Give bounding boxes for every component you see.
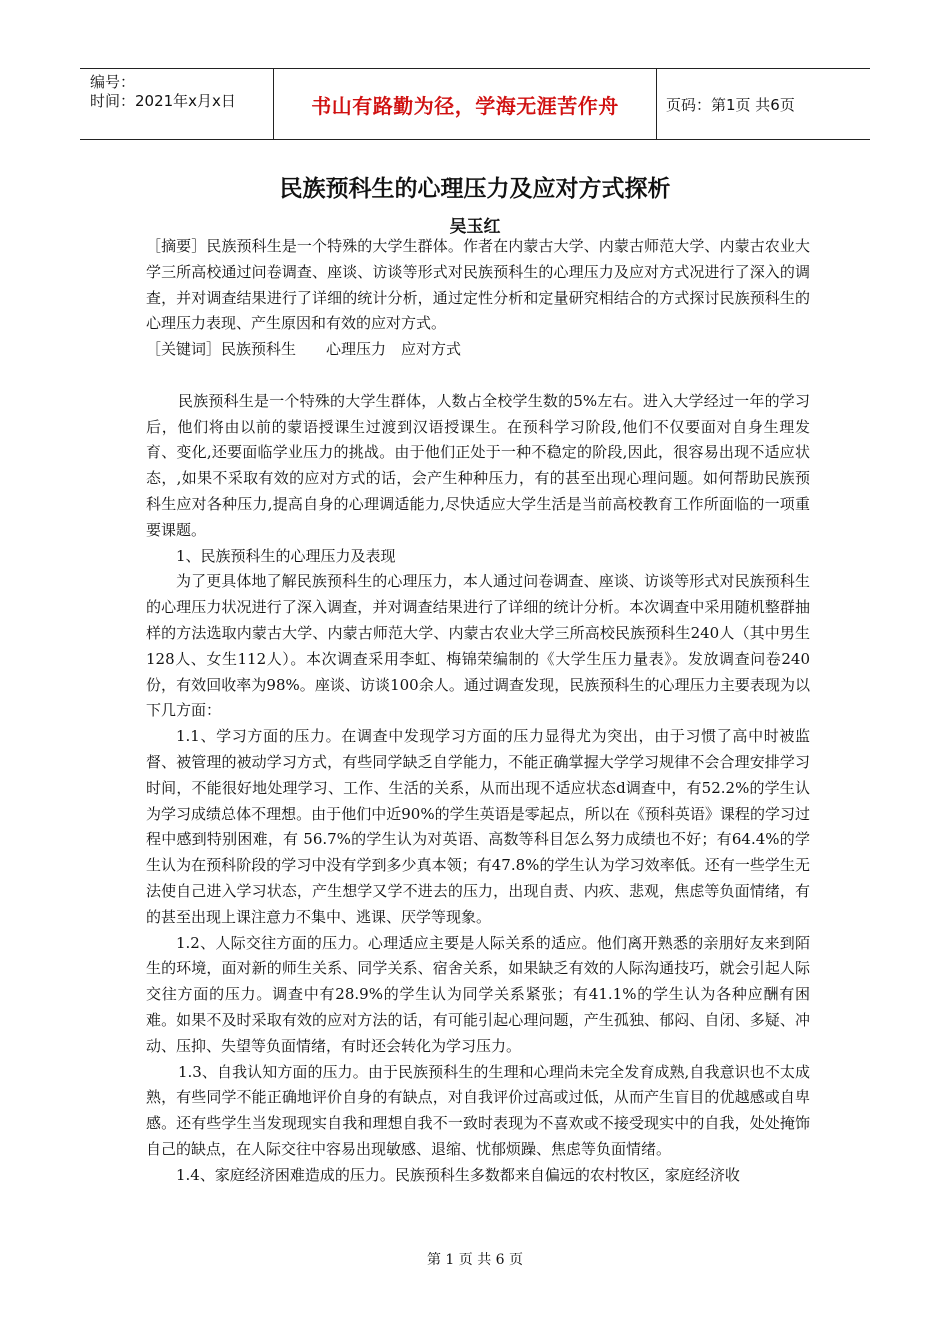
document-title: 民族预科生的心理压力及应对方式探析 xyxy=(279,176,671,202)
paragraph: 1.3、自我认知方面的压力。由于民族预科生的生理和心理尚未完全发育成熟,自我意识也不太成熟，有些同学不能正确地评价自身的有缺点，对自我评价过高或过低，从而产生盲目的优越感或自卑感。还有些学生当发现现实自我和理想自我不一致时表现为不喜欢或不接受现实中的自我，处处掩饰自己的缺点，在人际交往中容易出现敏感、退缩、忧郁烦躁、焦虑等负面情绪。 xyxy=(146,1062,810,1158)
paragraph: 为了更具体地了解民族预科生的心理压力，本人通过问卷调查、座谈、访谈等形式对民族预科生的心理压力状况进行了深入调查，并对调查结果进行了详细的统计分析。本次调查中采用随机整群抽样的方法选取内蒙古大学、内蒙古师范大学、内蒙古农业大学三所高校民族预科生240人（其中男生128人、女生112人）。本次调查采用李虹、梅锦荣编制的《大学生压力量表》。发放调查问卷240份，有效回收率为98%。座谈、访谈100余人。通过调查发现，民族预科生的心理压力主要表现为以下几方面： xyxy=(146,572,810,720)
keywords: ［关键词］民族预科生 心理压力 应对方式 xyxy=(146,340,462,359)
abstract: ［摘要］民族预科生是一个特殊的大学生群体。作者在内蒙古大学、内蒙古师范大学、内蒙古农业大学三所高校通过问卷调查、座谈、访谈等形式对民族预科生的心理压力及应对方式况进行了深入的调查，并对调查结果进行了详细的统计分析，通过定性分析和定量研究相结合的方式探讨民族预科生的心理压力表现、产生原因和有效的应对方式。 xyxy=(146,237,810,333)
header-page-info: 页码：第1页 共6页 xyxy=(666,95,795,114)
page-footer: 第 1 页 共 6 页 xyxy=(426,1252,524,1268)
document-header xyxy=(80,68,870,140)
paragraph: 民族预科生是一个特殊的大学生群体，人数占全校学生数的5%左右。进入大学经过一年的学习后，他们将由以前的蒙语授课生过渡到汉语授课生。在预科学习阶段,他们不仅要面对自身生理发育、变化,还要面临学业压力的挑战。由于他们正处于一种不稳定的阶段,因此，很容易出现不适应状态，,如果不采取有效的应对方式的话，会产生种种压力，有的甚至出现心理问题。如何帮助民族预科生应对各种压力,提高自身的心理调适能力,尽快适应大学生活是当前高校教育工作所面临的一项重要课题。 xyxy=(146,391,810,539)
header-meta xyxy=(90,73,280,111)
header-divider xyxy=(656,69,657,139)
document-date: 时间：2021年x月x日 xyxy=(90,92,236,110)
document-body xyxy=(146,234,810,1188)
document-number-label: 编号： xyxy=(90,73,136,91)
header-motto: 书山有路勤为径，学海无涯苦作舟 xyxy=(311,93,619,118)
paragraph: 1.4、家庭经济困难造成的压力。民族预科生多数都来自偏远的农村牧区，家庭经济收 xyxy=(176,1165,740,1184)
paragraph: 1.1、学习方面的压力。在调查中发现学习方面的压力显得尤为突出，由于习惯了高中时被监督、被管理的被动学习方式，有些同学缺乏自学能力，不能正确掌握大学学习规律不会合理安排学习时间，不能很好地处理学习、工作、生活的关系，从而出现不适应状态d调查中，有52.2%的学生认为学习成绩总体不理想。由于他们中近90%的学生英语是零起点，所以在《预科英语》课程的学习过程中感到特别困难，有 56.7%的学生认为对英语、高数等科目怎么努力成绩也不好；有64.4%的学生认为在预科阶段的学习中没有学到多少真本领；有47.8%的学生认为学习效率低。还有一些学生无法使自己进入学习状态，产生想学又学不进去的压力，出现自责、内疚、悲观，焦虑等负面情绪，有的甚至出现上课注意力不集中、逃课、厌学等现象。 xyxy=(146,727,810,926)
section-heading: 1、民族预科生的心理压力及表现 xyxy=(176,546,396,565)
document-author: 吴玉红 xyxy=(449,217,501,237)
paragraph: 1.2、人际交往方面的压力。心理适应主要是人际关系的适应。他们离开熟悉的亲朋好友来到陌生的环境，面对新的师生关系、同学关系、宿舍关系，如果缺乏有效的人际沟通技巧，就会引起人际交往方面的压力。调查中有28.9%的学生认为同学关系紧张；有41.1%的学生认为各种应酬有困难。如果不及时采取有效的应对方法的话，有可能引起心理问题，产生孤独、郁闷、自闭、多疑、冲动、压抑、失望等负面情绪，有时还会转化为学习压力。 xyxy=(146,933,810,1055)
